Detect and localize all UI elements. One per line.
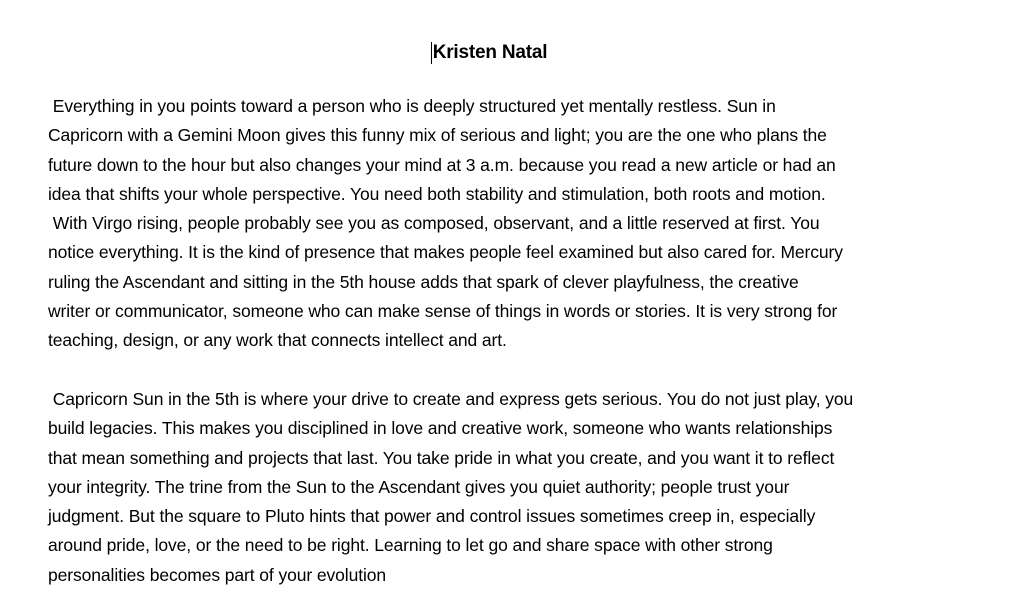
paragraph-1 <box>48 92 1008 356</box>
paragraph-line: judgment. But the square to Pluto hints that power and control issues sometimes creep in, especially <box>48 506 816 527</box>
paragraph-line: future down to the hour but also changes your mind at 3 a.m. because you read a new article or had an <box>48 154 836 175</box>
paragraph-line: Everything in you points toward a person who is deeply structured yet mentally restless. Sun in <box>48 96 776 116</box>
document-body[interactable] <box>48 92 1008 590</box>
paragraph-line: ruling the Ascendant and sitting in the 5th house adds that spark of clever playfulness, the creative <box>48 271 799 292</box>
paragraph-line: Capricorn Sun in the 5th is where your drive to create and express gets serious. You do not just play, you <box>48 388 854 409</box>
paragraph-line: idea that shifts your whole perspective. You need both stability and stimulation, both roots and motion. <box>48 183 826 204</box>
paragraph-2 <box>48 385 1008 590</box>
paragraph-line: personalities becomes part of your evolution <box>48 564 387 585</box>
text-cursor <box>431 42 433 64</box>
paragraph-line: that mean something and projects that last. You take pride in what you create, and you want it to reflect <box>48 447 835 468</box>
paragraph-line: writer or communicator, someone who can make sense of things in words or stories. It is very strong for <box>48 301 838 322</box>
paragraph-line: With Virgo rising, people probably see you as composed, observant, and a little reserved at first. You <box>48 213 820 234</box>
paragraph-line: your integrity. The trine from the Sun to the Ascendant gives you quiet authority; people trust your <box>48 476 790 497</box>
paragraph-line: Capricorn with a Gemini Moon gives this funny mix of serious and light; you are the one who plans the <box>48 125 827 146</box>
title-line <box>0 40 1024 66</box>
paragraph-line: teaching, design, or any work that connects intellect and art. <box>48 330 507 351</box>
paragraph-line: around pride, love, or the need to be right. Learning to let go and share space with other strong <box>48 535 773 556</box>
document-title[interactable] <box>433 40 548 66</box>
paragraph-line: build legacies. This makes you disciplined in love and creative work, someone who wants relationships <box>48 418 833 439</box>
paragraph-line: notice everything. It is the kind of presence that makes people feel examined but also cared for. Mercury <box>48 242 843 263</box>
paragraph-spacer <box>48 356 1008 385</box>
document-title-text: Kristen Natal <box>432 42 548 63</box>
